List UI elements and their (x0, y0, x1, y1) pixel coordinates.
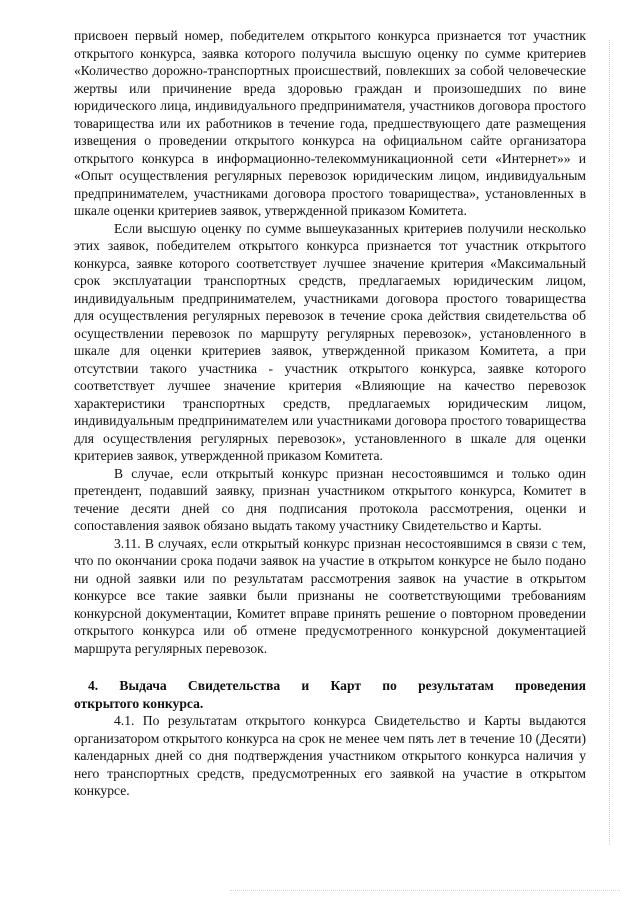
scan-edge-right (609, 40, 610, 845)
section-heading-4 (74, 677, 586, 712)
paragraph-equal-score: Если высшую оценку по сумме вышеуказанных критериев получили несколько этих заявок, победителем открытого конкурса признается тот участник открытого конкурса, заявке которого соответствует лучшее значение критерия «Максимальный срок эксплуатации транспортных средств, предлагаемых юридическим лицом, индивидуальным предпринимателем, участниками договора простого товарищества для осуществления регулярных перевозок в течение срока действия свидетельства об осуществлении перевозок по маршруту регулярных перевозок», установленного в шкале для оценки критериев заявок, утвержденной приказом Комитета, а при отсутствии такого участника - участник открытого конкурса, заявке которого соответствует лучшее значение критерия «Влияющие на качество перевозок характеристики транспортных средств, предлагаемых юридическим лицом, индивидуальным предпринимателем или участниками договора простого товарищества для осуществления регулярных перевозок», установленного в шкале для оценки критериев заявок, утвержденной приказом Комитета. (74, 220, 586, 463)
spacer (74, 657, 586, 677)
scan-edge-bottom (230, 890, 620, 891)
paragraph-single-participant: В случае, если открытый конкурс признан несостоявшимся и только один претендент, подавший заявку, признан участником открытого конкурса, Комитет в течение десяти дней со дня подписания протокола рассмотрения, оценки и сопоставления заявок обязано выдать такому участнику Свидетельство и Карты. (74, 465, 586, 533)
paragraph-3-11: 3.11. В случаях, если открытый конкурс признан несостоявшимся в связи с тем, что по окончании срока подачи заявок на участие в открытом конкурсе не было подано ни одной заявки или по результатам рассмотрения заявок на участие в открытом конкурсе все такие заявки были признаны не соответствующими требованиям конкурсной документации, Комитет вправе принять решение о повторном проведении открытого конкурса или об отмене предусмотренного конкурсной документацией маршрута регулярных перевозок. (74, 535, 586, 656)
heading-line-2: открытого конкурса. (74, 695, 204, 711)
document-body (74, 27, 586, 800)
heading-line-1: 4. Выдача Свидетельства и Карт по результатам проведения (88, 678, 586, 693)
paragraph-criteria-winner: присвоен первый номер, победителем открытого конкурса признается тот участник открытого конкурса, заявка которого получила высшую оценку по сумме критериев «Количество дорожно-транспортных происшествий, повлекших за собой человеческие жертвы или причинение вреда здоровью граждан и произошедших по вине юридического лица, индивидуального предпринимателя, участников договора простого товарищества или их работников в течение года, предшествующего дате размещения извещения о проведении открытого конкурса на официальном сайте организатора открытого конкурса в информационно-телекоммуникационной сети «Интернет»» и «Опыт осуществления регулярных перевозок юридическим лицом, индивидуальным предпринимателем, участниками договора простого товарищества», установленных в шкале оценки критериев заявок, утвержденной приказом Комитета. (74, 28, 586, 218)
paragraph-4-1: 4.1. По результатам открытого конкурса Свидетельство и Карты выдаются организатором открытого конкурса на срок не менее чем пять лет в течение 10 (Десяти) календарных дней со дня подтверждения участником открытого конкурса наличия у него транспортных средств, предусмотренных его заявкой на участие в открытом конкурсе. (74, 713, 586, 798)
